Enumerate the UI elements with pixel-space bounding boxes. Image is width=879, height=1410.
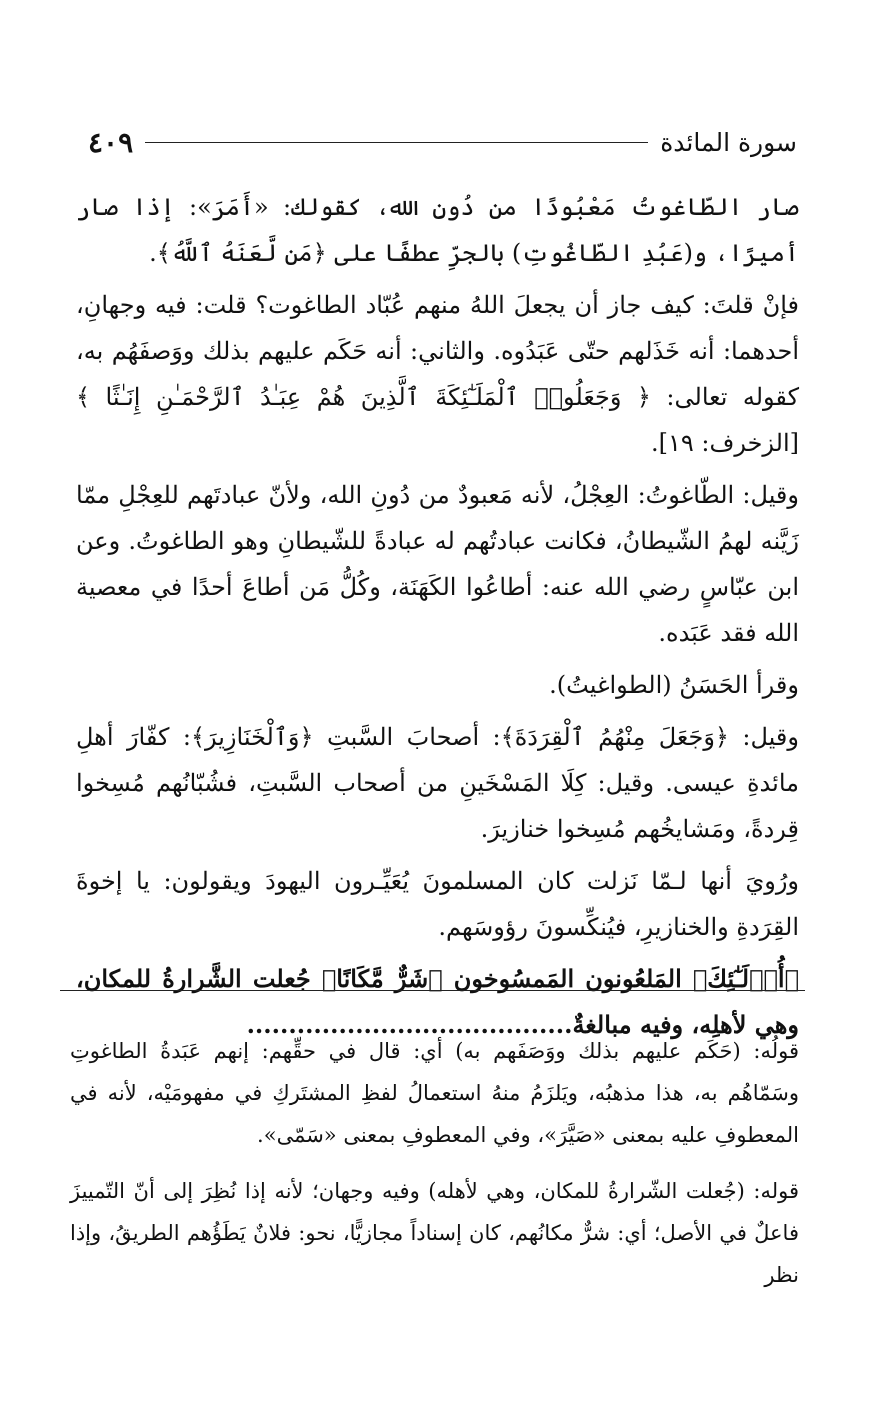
header-rule [145,142,648,143]
commentary-section [70,1030,799,1310]
commentary-paragraph: قوله: (جُعلت الشّرارةُ للمكان، وهي لأهله) وفيه وجهان؛ لأنه إذا نُظِرَ إلى أنّ التّمييزَ فاعلٌ في الأصل؛ أي: شرٌّ مكانُهم، كان إسناداً مجازيًّا، نحو: فلانٌ يَطَؤُهم الطريقُ، وإذا نظر [70,1179,799,1287]
main-paragraph: وقيل: ﴿وَجَعَلَ مِنْهُمُ ٱلْقِرَدَةَ﴾: أصحابَ السَّبتِ ﴿وَٱلْخَنَازِيرَ﴾: كفّارَ أهلِ مائدةِ عيسى. وقيل: كِلَا المَسْخَينِ من أصحاب السَّبتِ، فشُبّانُهم مُسِخوا قِردةً، ومَشايخُهم مُسِخوا خنازيرَ. [76,723,799,843]
page-header [88,122,797,162]
surah-title: سورة المائدة [660,127,797,157]
main-text [76,184,799,1054]
main-paragraph-bold: ﴿أُو۟لَـٰٓئِكَ﴾ المَلعُونون المَمسُوخون ﴿شَرٌّ مَّكَانًا﴾ جُعلت الشَّرارةُ للمكان، وهي لأهلِه، وفيه مبالغةٌ....................................... [76,964,799,1039]
footnote-divider [60,990,805,991]
main-paragraph: وقيل: الطّاغوتُ: العِجْلُ، لأنه مَعبودٌ من دُونِ الله، ولأنّ عبادتَهم للعِجْلِ ممّا زَيَّنه لهمُ الشّيطانُ، فكانت عبادتُهم له عبادةً للشّيطانِ وهو الطاغوتُ. وعن ابن عبّاسٍ رضي الله عنه: أطاعُوا الكَهَنَة، وكُلُّ مَن أطاعَ أحدًا في معصية الله فقد عَبَده. [76,481,799,647]
page-number: ٤٠٩ [88,125,134,159]
main-paragraph: فإنْ قلتَ: كيف جاز أن يجعلَ اللهُ منهم عُبّاد الطاغوت؟ قلت: فيه وجهانِ، أحدهما: أنه خَذَلهم حتّى عَبَدُوه. والثاني: أنه حَكَم عليهم بذلك ووَصفَهُم به، كقوله تعالى: ﴿ وَجَعَلُوا۟ ٱلْمَلَـٰٓئِكَةَ ٱلَّذِينَ هُمْ عِبَـٰدُ ٱلرَّحْمَـٰنِ إِنَـٰثًا ﴾ [الزخرف: ١٩]. [76,291,799,457]
main-paragraph: ورُويَ أنها لـمّا نَزلت كان المسلمونَ يُعَيِّـرون اليهودَ ويقولون: يا إخوةَ القِرَدةِ والخنازيرِ، فيُنكِّسونَ رؤوسَهم. [76,867,799,941]
commentary-paragraph: قولُه: (حَكَم عليهم بذلك ووَصَفَهم به) أي: قال في حقِّهم: إنهم عَبَدةُ الطاغوتِ وسَمّاهُم به، هذا مذهبُه، ويَلزَمُ منهُ استعمالُ لفظِ المشتَركِ في مفهومَيْه، لأنه في المعطوفِ عليه بمعنى «صَيَّرَ»، وفي المعطوفِ بمعنى «سَمّى». [70,1039,799,1147]
main-paragraph: صار الطّاغوتُ مَعْبُودًا من دُونِ الله، كقولك: «أَمَرَ»: إذا صار أميرًا، و(عَبُدِ الطّاغُوتِ) بالجرِّ عطفًا على ﴿مَن لَّعَنَهُ ٱللَّهُ﴾. [76,193,799,267]
main-paragraph: وقرأ الحَسَنُ (الطواغيتُ). [549,671,799,699]
